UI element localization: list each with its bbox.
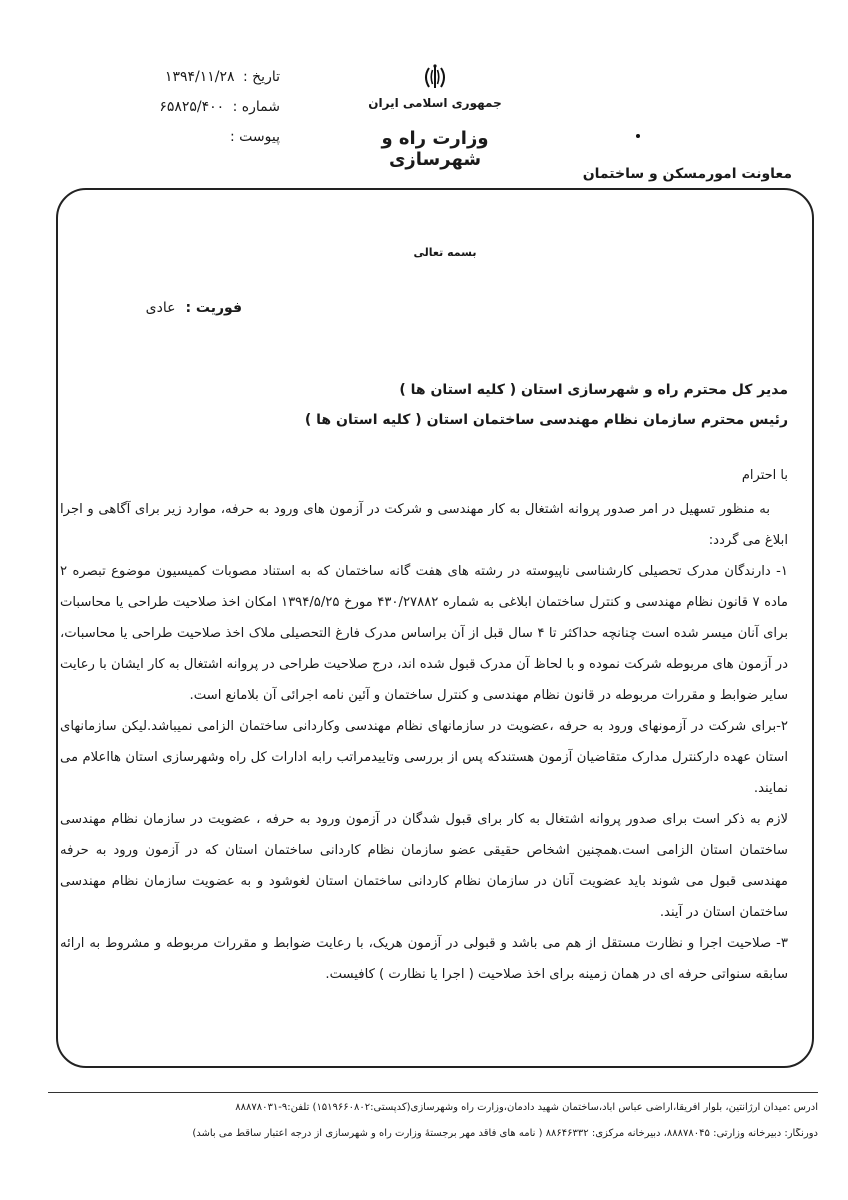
item-3: ۳- صلاحیت اجرا و نظارت مستقل از هم می باشد و قبولی در آزمون هریک، با رعایت ضوابط و مقررات مربوطه و مشروط به ارائه سابقه سنواتی حرفه ای در همان زمینه برای اخذ صلاحیت ( اجرا یا نظارت ) کافیست.: [60, 936, 788, 982]
item-2: ۲-برای شرکت در آزمونهای ورود به حرفه ،عضویت در سازمانهای نظام مهندسی وکاردانی ساختمان الزامی نمیباشد.لیکن سازمانهای استان عهده دارکنترل مدارک متقاضیان آزمون هستندکه پس از بررسی وتاییدمراتب رابه ادارات کل راه وشهرسازی استان هااعلام می نمایند.: [60, 719, 788, 796]
mark-dot: [636, 134, 640, 138]
number-label: شماره :: [232, 99, 280, 115]
item-2-note: لازم به ذکر است برای صدور پروانه اشتغال به کار برای قبول شدگان در آزمون ورود به حرفه ، عضویت در سازمان نظام مهندسی ساختمان استان الزامی است.همچنین اشخاص حقیقی عضو سازمان نظام کاردانی ساختمان استان که در آزمون ورود به حرفه مهندسی قبول می شوند باید عضویت آنان در سازمان نظام کاردانی ساختمان استان لغوشود و به عضویت سازمان نظام مهندسی ساختمان استان در آیند.: [60, 812, 788, 920]
attachment-label: پیوست :: [230, 129, 280, 145]
letter-body: [60, 494, 788, 990]
urgency-label: فوریت :: [185, 300, 242, 316]
bismillah: بسمه تعالی: [413, 246, 477, 259]
date-label: تاریخ :: [242, 69, 280, 85]
attachment-row: [110, 126, 280, 156]
recipient-2: رئیس محترم سازمان نظام مهندسی ساختمان استان ( کلیه استان ها ): [304, 412, 788, 428]
number-row: [110, 96, 280, 126]
deputy-name: معاونت امورمسکن و ساختمان: [582, 166, 792, 182]
emblem-icon: [420, 62, 450, 92]
date-value: ۱۳۹۴/۱۱/۲۸: [164, 69, 235, 85]
footer-address: آدرس :میدان آرژانتین، بلوار آفریقا،اراضی عباس آباد،ساختمان شهید دادمان،وزارت راه وشهرسازی(کدپستی:۱۵۱۹۶۶۰۸۰۲) تلفن:۹-۸۸۸۷۸۰۳۱: [235, 1102, 818, 1113]
footer-divider: [48, 1092, 818, 1093]
letter-meta: [110, 66, 280, 156]
recipient-1: مدیر کل محترم راه و شهرسازی استان ( کلیه استان ها ): [399, 382, 788, 398]
footer-fax: دورنگار: دبیرخانه وزارتی: ۸۸۸۷۸۰۴۵، دبیرخانه مرکزی: ۸۸۶۴۶۳۳۲ ( نامه های فاقد مهر برجستهٔ وزارت راه و شهرسازی از درجه اعتبار ساقط می باشد): [192, 1128, 818, 1139]
urgency: [146, 300, 242, 316]
item-1: ۱- دارندگان مدرک تحصیلی کارشناسی ناپیوسته در رشته های هفت گانه ساختمان که به استناد مصوبات کمیسیون موضوع تبصره ۲ ماده ۷ قانون نظام مهندسی و کنترل ساختمان ابلاغی به شماره ۴۳۰/۲۷۸۸۲ مورخ ۱۳۹۴/۵/۲۵ امکان اخذ صلاحیت طراحی یا محاسبات برای آنان میسر شده است چنانچه حداکثر تا ۴ سال قبل از آن براساس مدرک فارغ التحصیلی ملاک اخذ صلاحیت طراحی یا محاسبات، در آزمون های مربوطه شرکت نموده و با لحاظ آن مدرک قبول شده اند، درج صلاحیت طراحی در پروانه اشتغال به کار ایشان با رعایت سایر ضوابط و مقررات مربوطه در قانون نظام مهندسی و کنترل ساختمان و آئین نامه اجرائی آن بلامانع است.: [60, 564, 788, 703]
number-value: ۶۵۸۲۵/۴۰۰: [159, 99, 225, 115]
intro-paragraph: به منظور تسهیل در امر صدور پروانه اشتغال به کار مهندسی و شرکت در آزمون های ورود به حرفه، موارد زیر برای آگاهی و اجرا ابلاغ می گردد:: [60, 502, 788, 548]
urgency-value: عادی: [145, 300, 176, 316]
date-row: [110, 66, 280, 96]
ministry-name: وزارت راه و شهرسازی: [381, 128, 489, 170]
country-name: جمهوری اسلامی ایران: [368, 96, 502, 110]
greeting: با احترام: [741, 468, 788, 483]
